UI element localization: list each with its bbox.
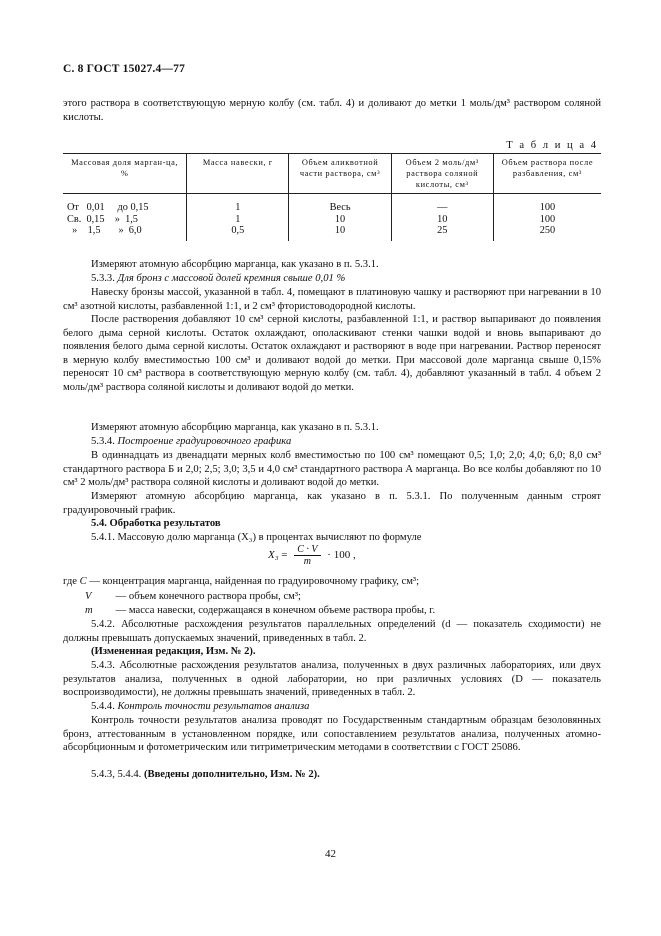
paragraph: Навеску бронзы массой, указанной в табл. 4, помещают в платиновую чашку и растворяют при нагревании в 10 см³ азотной кислоты, разбавленной 1:1, и 2 см³ фтористоводородной кислоты.: [63, 287, 601, 312]
where-symbol: C: [79, 576, 87, 587]
paragraph: 5.4.2. Абсолютные расхождения результатов параллельных определений (d — показатель сходимости) не должны превышать допускаемых значений, приведенных в табл. 2.: [63, 619, 601, 644]
where-item: [63, 575, 601, 589]
table-cell: 1: [187, 194, 289, 214]
table-cell: » 1,5 » 6,0: [67, 225, 142, 236]
section-title: Для бронз с массовой долей кремния свыше 0,01 %: [117, 273, 346, 284]
page-number: 42: [325, 848, 336, 860]
table-row: [63, 194, 601, 214]
table-row: [63, 214, 601, 226]
paragraph: 5.4.3. Абсолютные расхождения результатов анализа, полученных в двух различных лабораториях, или двух результатов анализа, полученных в одной лаборатории, но при различных условиях (D — показатель воспроизводимости), не должны превышать значений, приведенных в табл. 2.: [63, 660, 601, 698]
paragraph: Измеряют атомную абсорбцию марганца, как указано в п. 5.3.1.: [91, 422, 379, 433]
section-heading: [63, 435, 601, 449]
where-text: — масса навески, содержащаяся в конечном объеме раствора пробы, г.: [115, 605, 436, 616]
amendment-note: [63, 768, 601, 782]
table-cell: От 0,01 до 0,15: [67, 202, 149, 213]
table-header-cell: Массовая доля марган-ца, %: [63, 154, 187, 194]
section-number: 5.3.3.: [91, 273, 115, 284]
where-text: — концентрация марганца, найденная по градуировочному графику, см³;: [89, 576, 420, 587]
section-number: 5.4.4.: [91, 701, 115, 712]
table-cell: 250: [493, 225, 601, 241]
table-cell: 10: [289, 225, 391, 241]
formula-numerator: C · V: [294, 544, 320, 556]
table-cell: 10: [289, 214, 391, 226]
paragraph: Измеряют атомную абсорбцию марганца, как указано в п. 5.3.1.: [91, 259, 379, 270]
amendment-note: (Измененная редакция, Изм. № 2).: [91, 646, 256, 657]
formula: [268, 544, 356, 567]
page-header: С. 8 ГОСТ 15027.4—77: [63, 63, 186, 75]
table-header-cell: Масса навески, г: [187, 154, 289, 194]
where-symbol: V: [85, 591, 92, 602]
paragraph: После растворения добавляют 10 см³ серной кислоты, разбавленной 1:1, и раствор выпаривают до появления белого дыма серной кислоты. Остаток охлаждают, ополаскивают стенки чашки водой и вновь выпаривают до появления белого дыма серной кислоты. Остаток охлаждают и растворяют в воде при нагревании. Раствор переносят в мерную колбу вместимостью 100 см³ и доливают водой до метки. При массовой доле марганца свыше 0,15% переносят 10 см³ раствора в соответствующую мерную колбу (см. табл. 4), добавляют указанный в табл. 4 объем 2 моль/дм³ раствора соляной кислоты и доливают водой до метки.: [63, 314, 601, 393]
paragraph: Измеряют атомную абсорбцию марганца, как указано в п. 5.3.1. По полученным данным строят градуировочный график.: [63, 491, 601, 516]
formula-rhs: · 100 ,: [327, 549, 356, 562]
formula-lhs: X₃: [268, 549, 279, 562]
where-symbol: m: [85, 605, 93, 616]
formula-equals: =: [281, 549, 288, 562]
table-cell: 25: [391, 225, 493, 241]
table-cell: 0,5: [187, 225, 289, 241]
intro-paragraph: этого раствора в соответствующую мерную колбу (см. табл. 4) и доливают до метки 1 моль/дм³ раствором соляной кислоты.: [63, 98, 601, 123]
table-cell: Св. 0,15 » 1,5: [67, 213, 138, 225]
table-4: [63, 153, 601, 241]
table-cell: 1: [187, 214, 289, 226]
table-caption: Т а б л и ц а 4: [506, 140, 598, 151]
where-item: [63, 590, 601, 604]
section-heading: 5.4. Обработка результатов: [91, 518, 221, 529]
formula-denominator: m: [303, 556, 312, 567]
table-row: [63, 225, 601, 241]
where-item: [63, 604, 601, 618]
table-header-row: [63, 154, 601, 194]
where-text: — объем конечного раствора пробы, см³;: [115, 591, 301, 602]
table-header-cell: Объем 2 моль/дм³ раствора соляной кислоты, см³: [391, 154, 493, 194]
where-prefix: где: [63, 576, 77, 587]
amendment-text: (Введены дополнительно, Изм. № 2).: [143, 769, 320, 780]
table-header-cell: Объем раствора после разбавления, см³: [493, 154, 601, 194]
formula-fraction: [294, 544, 320, 567]
table-cell: Весь: [289, 194, 391, 214]
paragraph: В одиннадцать из двенадцати мерных колб вместимостью по 100 см³ помещают 0,5; 1,0; 2,0; 4,0; 6,0; 8,0 см³ стандартного раствора Б и 2,0; 2,5; 3,0; 3,5 и 4,0 см³ стандартного раствора А марганца. Во все колбы добавляют по 10 см³ 2 моль/дм³ раствора соляной кислоты и доливают водой до метки.: [63, 450, 601, 488]
section-heading: [63, 272, 601, 286]
table-header-cell: Объем аликвотной части раствора, см³: [289, 154, 391, 194]
table-cell: 100: [493, 214, 601, 226]
paragraph: Контроль точности результатов анализа проводят по Государственным стандартным образцам безоловянных бронз, аттестованным в установленном порядке, или сопоставлением результатов анализа, полученных атомно-абсорбционным и фотометрическим или титриметрическим методами в соответствии с ГОСТ 25086.: [63, 715, 601, 753]
section-number: 5.3.4.: [91, 436, 115, 447]
section-title: Построение градуировочного графика: [117, 436, 292, 447]
table-cell: 10: [391, 214, 493, 226]
section-heading: [63, 700, 601, 714]
table-cell: —: [391, 194, 493, 214]
section-title: Контроль точности результатов анализа: [117, 701, 310, 712]
section-number: 5.4.3, 5.4.4.: [91, 769, 142, 780]
paragraph: 5.4.1. Массовую долю марганца (X₃) в процентах вычисляют по формуле: [91, 532, 422, 543]
table-cell: 100: [493, 194, 601, 214]
